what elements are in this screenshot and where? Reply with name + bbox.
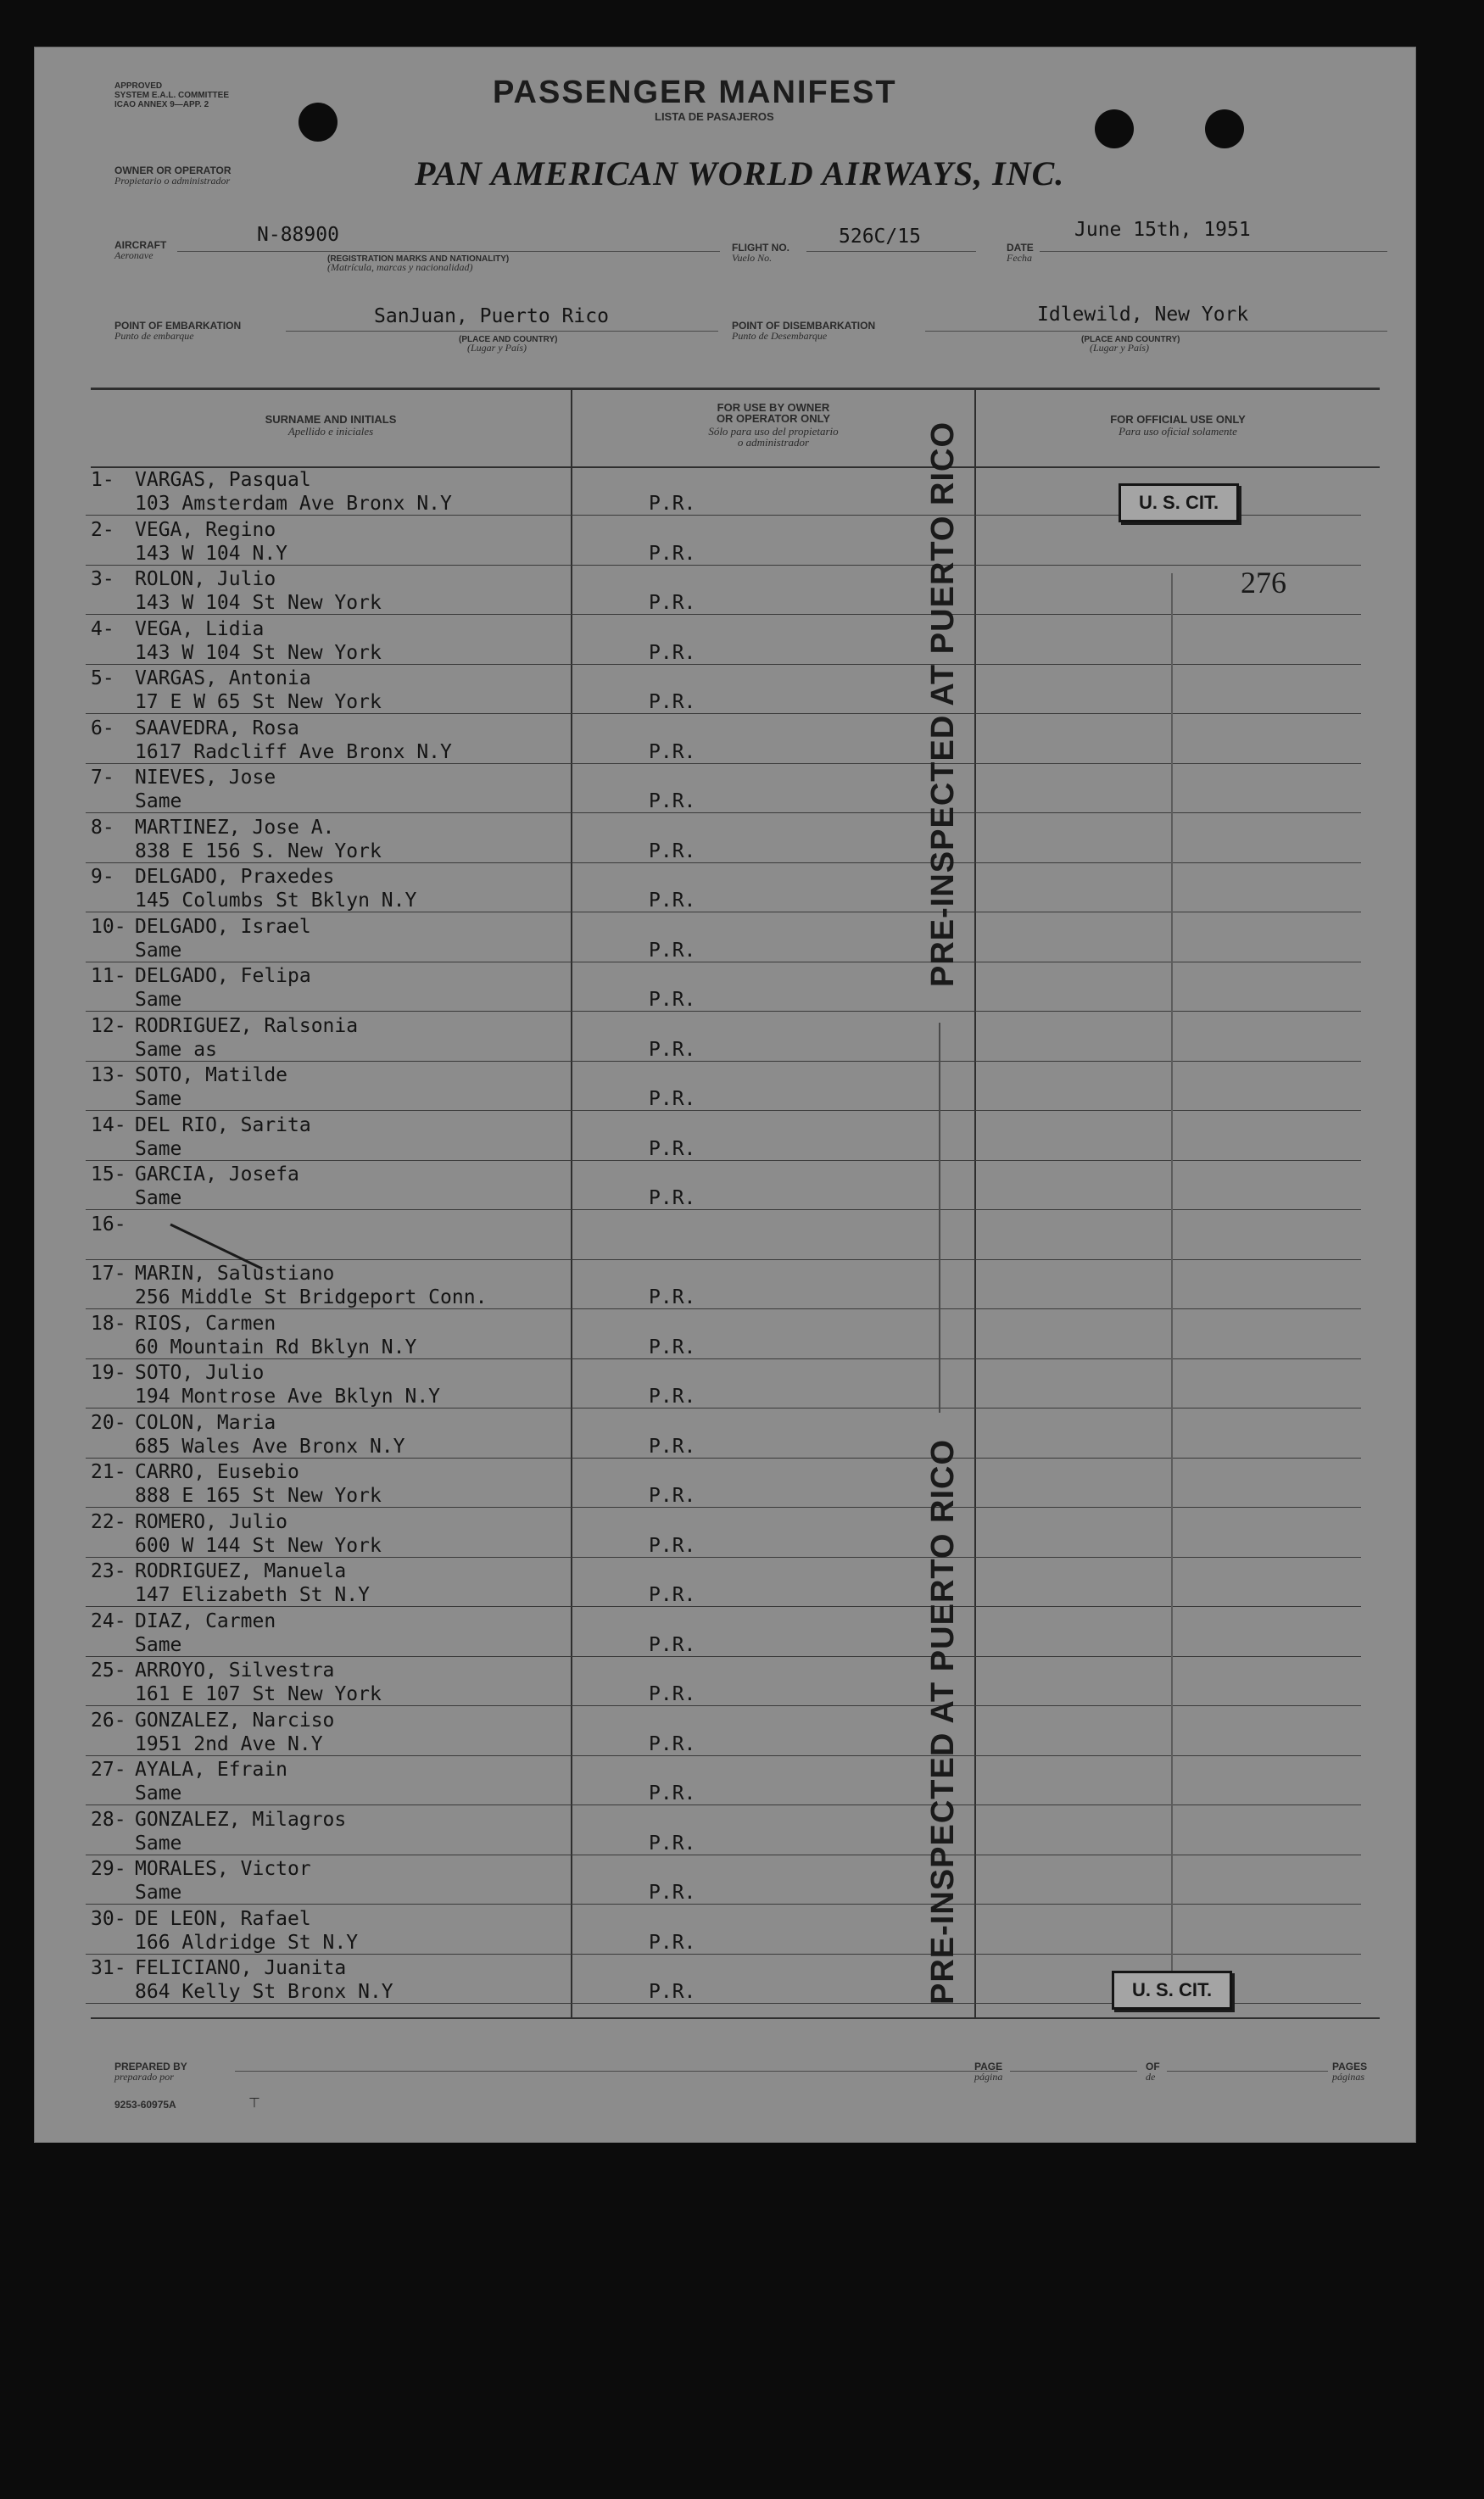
passenger-origin-code: P.R. xyxy=(649,1732,696,1755)
passenger-origin-code: P.R. xyxy=(649,1633,696,1656)
passenger-name: RIOS, Carmen xyxy=(135,1312,276,1335)
passenger-address: 143 W 104 St New York xyxy=(135,592,382,614)
of-label: OF xyxy=(1146,2061,1160,2072)
passenger-address: 864 Kelly St Bronx N.Y xyxy=(135,1981,393,2003)
passenger-origin-code: P.R. xyxy=(649,1286,696,1308)
passenger-number: 28- xyxy=(91,1808,126,1831)
passenger-origin-code: P.R. xyxy=(649,939,696,962)
row-rule xyxy=(86,1110,1361,1111)
strike-mark xyxy=(162,1218,272,1277)
table-row xyxy=(35,864,1415,914)
disembark-label: POINT OF DISEMBARKATION xyxy=(732,320,876,332)
passenger-origin-code: P.R. xyxy=(649,1386,696,1408)
passenger-number: 17- xyxy=(91,1263,126,1285)
passenger-number: 2- xyxy=(91,518,114,541)
passenger-number: 31- xyxy=(91,1957,126,1979)
row-rule xyxy=(86,1557,1361,1558)
disembark-place-note-es: (Lugar y País) xyxy=(1090,342,1149,354)
us-cit-stamp-bottom: U. S. CIT. xyxy=(1112,1971,1232,2010)
passenger-address: 17 E W 65 St New York xyxy=(135,691,382,713)
passenger-name: DELGADO, Israel xyxy=(135,915,311,938)
table-row xyxy=(35,1410,1415,1460)
passenger-name: RODRIGUEZ, Ralsonia xyxy=(135,1014,359,1037)
passenger-number: 21- xyxy=(91,1461,126,1483)
passenger-number: 12- xyxy=(91,1014,126,1037)
passenger-address: 166 Aldridge St N.Y xyxy=(135,1931,359,1954)
passenger-address: Same xyxy=(135,989,182,1011)
passenger-origin-code: P.R. xyxy=(649,989,696,1011)
page-label-es: página xyxy=(974,2071,1003,2083)
passenger-origin-code: P.R. xyxy=(649,691,696,713)
passenger-number: 14- xyxy=(91,1113,126,1136)
passenger-origin-code: P.R. xyxy=(649,1832,696,1855)
passenger-origin-code: P.R. xyxy=(649,641,696,664)
passenger-name: VEGA, Regino xyxy=(135,518,276,541)
passenger-name: SOTO, Julio xyxy=(135,1362,265,1384)
passenger-origin-code: P.R. xyxy=(649,790,696,812)
table-row xyxy=(35,1856,1415,1906)
passenger-origin-code: P.R. xyxy=(649,1981,696,2003)
table-row xyxy=(35,765,1415,815)
passenger-number: 25- xyxy=(91,1659,126,1682)
embark-place-note-es: (Lugar y País) xyxy=(467,342,527,354)
us-cit-stamp-top: U. S. CIT. xyxy=(1119,483,1239,522)
punch-hole xyxy=(1095,109,1134,148)
row-rule xyxy=(86,614,1361,615)
passenger-name: DEL RIO, Sarita xyxy=(135,1113,311,1136)
embark-place-note: (PLACE AND COUNTRY) xyxy=(459,335,558,344)
punch-hole xyxy=(298,103,338,142)
passenger-number: 30- xyxy=(91,1907,126,1930)
passenger-name: CARRO, Eusebio xyxy=(135,1461,299,1483)
flight-label: FLIGHT NO. xyxy=(732,242,789,254)
passenger-name: GONZALEZ, Narciso xyxy=(135,1709,335,1732)
table-row xyxy=(35,1757,1415,1807)
registration-note: (REGISTRATION MARKS AND NATIONALITY) xyxy=(327,254,510,264)
passenger-name: DELGADO, Praxedes xyxy=(135,866,335,888)
passenger-number: 29- xyxy=(91,1858,126,1880)
table-row xyxy=(35,517,1415,567)
passenger-origin-code: P.R. xyxy=(649,1683,696,1705)
passenger-address: 838 E 156 S. New York xyxy=(135,840,382,862)
approval-note: APPROVED SYSTEM E.A.L. COMMITTEE ICAO ANNEX 9—APP. 2 xyxy=(114,81,230,109)
row-rule xyxy=(86,1160,1361,1161)
row-rule xyxy=(86,1061,1361,1062)
passenger-number: 5- xyxy=(91,667,114,689)
passenger-name: AYALA, Efrain xyxy=(135,1759,288,1781)
passenger-name: ARROYO, Silvestra xyxy=(135,1659,335,1682)
page-label: PAGE xyxy=(974,2061,1003,2072)
passenger-name: VEGA, Lidia xyxy=(135,617,265,640)
disembark-place-note: (PLACE AND COUNTRY) xyxy=(1081,335,1180,344)
passenger-origin-code: P.R. xyxy=(649,1187,696,1209)
table-bottom-rule xyxy=(91,2017,1380,2019)
passenger-name: RODRIGUEZ, Manuela xyxy=(135,1560,347,1582)
passenger-address: 161 E 107 St New York xyxy=(135,1683,382,1705)
row-rule xyxy=(86,713,1361,714)
table-row xyxy=(35,1708,1415,1758)
of-label-es: de xyxy=(1146,2071,1156,2083)
passenger-address: 194 Montrose Ave Bklyn N.Y xyxy=(135,1386,441,1408)
row-rule xyxy=(86,862,1361,863)
passenger-number: 15- xyxy=(91,1163,126,1185)
passenger-name: DE LEON, Rafael xyxy=(135,1907,311,1930)
embark-label-es: Punto de embarque xyxy=(114,330,194,342)
table-row xyxy=(35,666,1415,716)
passenger-origin-code: P.R. xyxy=(649,890,696,912)
table-row xyxy=(35,716,1415,766)
owner-label: OWNER OR OPERATOR xyxy=(114,165,232,176)
table-row xyxy=(35,1609,1415,1659)
registration-note-es: (Matrícula, marcas y nacionalidad) xyxy=(327,261,473,273)
passenger-name: MORALES, Victor xyxy=(135,1858,311,1880)
passenger-address: 1617 Radcliff Ave Bronx N.Y xyxy=(135,740,452,763)
col-header-owner-es: Sólo para uso del propietario o administrador xyxy=(708,425,839,449)
page-title: PASSENGER MANIFEST xyxy=(493,75,897,110)
col-header-owner: FOR USE BY OWNER OR OPERATOR ONLY xyxy=(716,401,831,425)
date-value: June 15th, 1951 xyxy=(1074,219,1251,241)
passenger-origin-code: P.R. xyxy=(649,1882,696,1904)
passenger-number: 18- xyxy=(91,1312,126,1335)
official-count: 276 xyxy=(1241,566,1286,600)
passenger-name: SOTO, Matilde xyxy=(135,1064,288,1086)
date-label-es: Fecha xyxy=(1007,252,1032,264)
punch-hole xyxy=(1205,109,1244,148)
pages-label-es: páginas xyxy=(1332,2071,1365,2083)
passenger-address: 685 Wales Ave Bronx N.Y xyxy=(135,1435,405,1458)
passenger-origin-code: P.R. xyxy=(649,1038,696,1061)
passenger-name: MARTINEZ, Jose A. xyxy=(135,816,335,839)
passenger-name: NIEVES, Jose xyxy=(135,767,276,789)
passenger-number: 1- xyxy=(91,469,114,491)
flight-value: 526C/15 xyxy=(839,226,921,248)
passenger-name: COLON, Maria xyxy=(135,1411,276,1434)
pages-label: PAGES xyxy=(1332,2061,1368,2072)
passenger-number: 6- xyxy=(91,717,114,739)
row-rule xyxy=(86,1755,1361,1756)
table-row xyxy=(35,1906,1415,1956)
manifest-document xyxy=(34,47,1416,2143)
passenger-number: 3- xyxy=(91,568,114,590)
passenger-number: 11- xyxy=(91,965,126,987)
passenger-number: 24- xyxy=(91,1609,126,1632)
row-rule xyxy=(86,1259,1361,1260)
passenger-name: ROLON, Julio xyxy=(135,568,276,590)
row-rule xyxy=(86,1458,1361,1459)
passenger-name: SAAVEDRA, Rosa xyxy=(135,717,299,739)
passenger-name: VARGAS, Antonia xyxy=(135,667,311,689)
passenger-name: MARIN, Salustiano xyxy=(135,1263,335,1285)
passenger-address: Same xyxy=(135,1633,182,1656)
aircraft-value: N-88900 xyxy=(257,224,339,246)
row-rule xyxy=(86,664,1361,665)
passenger-address: 888 E 165 St New York xyxy=(135,1485,382,1507)
col-header-official-es: Para uso oficial solamente xyxy=(1119,425,1237,438)
table-row xyxy=(35,566,1415,616)
passenger-address: Same xyxy=(135,1187,182,1209)
row-rule xyxy=(86,565,1361,566)
passenger-number: 20- xyxy=(91,1411,126,1434)
row-rule xyxy=(86,1507,1361,1508)
passenger-number: 23- xyxy=(91,1560,126,1582)
passenger-name: GARCIA, Josefa xyxy=(135,1163,299,1185)
table-row xyxy=(35,914,1415,964)
passenger-address: 143 W 104 N.Y xyxy=(135,542,288,565)
passenger-address: 145 Columbs St Bklyn N.Y xyxy=(135,890,417,912)
table-row xyxy=(35,1113,1415,1163)
passenger-address: 256 Middle St Bridgeport Conn. xyxy=(135,1286,488,1308)
printer-mark-icon: ⊤ xyxy=(248,2095,260,2111)
passenger-address: Same xyxy=(135,1782,182,1805)
row-rule xyxy=(86,1656,1361,1657)
pre-inspected-stamp-1: PRE-INSPECTED AT PUERTO RICO xyxy=(925,421,961,987)
aircraft-label-es: Aeronave xyxy=(114,249,153,261)
passenger-address: Same as xyxy=(135,1038,217,1061)
col-header-surname-es: Apellido e iniciales xyxy=(287,425,374,438)
table-row xyxy=(35,1013,1415,1063)
passenger-address: Same xyxy=(135,1088,182,1110)
aircraft-label: AIRCRAFT xyxy=(114,239,167,251)
passenger-origin-code: P.R. xyxy=(649,1137,696,1160)
passenger-address: Same xyxy=(135,790,182,812)
passenger-number: 8- xyxy=(91,816,114,839)
row-rule xyxy=(86,1606,1361,1607)
passenger-number: 10- xyxy=(91,915,126,938)
passenger-origin-code: P.R. xyxy=(649,1088,696,1110)
date-label: DATE xyxy=(1007,242,1034,254)
table-row xyxy=(35,1509,1415,1559)
passenger-origin-code: P.R. xyxy=(649,493,696,515)
passenger-name: FELICIANO, Juanita xyxy=(135,1957,347,1979)
page-subtitle: LISTA DE PASAJEROS xyxy=(655,110,774,123)
passenger-address: Same xyxy=(135,1882,182,1904)
table-row xyxy=(35,1459,1415,1509)
row-rule xyxy=(86,812,1361,813)
table-top-rule xyxy=(91,388,1380,390)
passenger-origin-code: P.R. xyxy=(649,1435,696,1458)
prepared-label: PREPARED BY xyxy=(114,2061,187,2072)
table-row xyxy=(35,815,1415,865)
disembark-label-es: Punto de Desembarque xyxy=(732,330,828,342)
table-row xyxy=(35,616,1415,667)
passenger-origin-code: P.R. xyxy=(649,740,696,763)
passenger-name: DELGADO, Felipa xyxy=(135,965,311,987)
passenger-origin-code: P.R. xyxy=(649,1782,696,1805)
row-rule xyxy=(86,1954,1361,1955)
table-row xyxy=(35,1162,1415,1212)
passenger-address: Same xyxy=(135,1832,182,1855)
passenger-number: 4- xyxy=(91,617,114,640)
passenger-address: 60 Mountain Rd Bklyn N.Y xyxy=(135,1336,417,1358)
table-row xyxy=(35,1807,1415,1857)
row-rule xyxy=(86,763,1361,764)
passenger-address: 1951 2nd Ave N.Y xyxy=(135,1732,323,1755)
passenger-origin-code: P.R. xyxy=(649,542,696,565)
table-row xyxy=(35,1311,1415,1361)
row-rule xyxy=(86,1011,1361,1012)
passenger-number: 13- xyxy=(91,1064,126,1086)
passenger-origin-code: P.R. xyxy=(649,1485,696,1507)
col-header-official: FOR OFFICIAL USE ONLY xyxy=(1110,413,1246,426)
row-rule xyxy=(86,1308,1361,1309)
passenger-origin-code: P.R. xyxy=(649,1534,696,1557)
airline-name: PAN AMERICAN WORLD AIRWAYS, INC. xyxy=(415,154,1065,192)
passenger-number: 7- xyxy=(91,767,114,789)
flight-label-es: Vuelo No. xyxy=(732,252,773,264)
embark-value: SanJuan, Puerto Rico xyxy=(374,305,609,327)
official-bracket-line xyxy=(1171,573,1173,2006)
disembark-value: Idlewild, New York xyxy=(1037,304,1249,326)
passenger-address: 147 Elizabeth St N.Y xyxy=(135,1584,370,1606)
passenger-address: Same xyxy=(135,939,182,962)
table-row xyxy=(35,1063,1415,1113)
passenger-origin-code: P.R. xyxy=(649,1931,696,1954)
passenger-number: 16- xyxy=(91,1213,126,1236)
row-rule xyxy=(86,1904,1361,1905)
row-rule xyxy=(86,1358,1361,1359)
table-row xyxy=(35,963,1415,1013)
passenger-number: 27- xyxy=(91,1759,126,1781)
passenger-number: 19- xyxy=(91,1362,126,1384)
passenger-origin-code: P.R. xyxy=(649,1336,696,1358)
passenger-origin-code: P.R. xyxy=(649,840,696,862)
passenger-address: Same xyxy=(135,1137,182,1160)
passenger-name: DIAZ, Carmen xyxy=(135,1609,276,1632)
passenger-origin-code: P.R. xyxy=(649,1584,696,1606)
passenger-origin-code: P.R. xyxy=(649,592,696,614)
prepared-label-es: preparado por xyxy=(114,2071,174,2083)
form-number: 9253-60975A xyxy=(114,2099,176,2111)
embark-label: POINT OF EMBARKATION xyxy=(114,320,242,332)
row-rule xyxy=(86,1705,1361,1706)
passenger-name: GONZALEZ, Milagros xyxy=(135,1808,347,1831)
stamp-connector-line xyxy=(939,1023,940,1413)
passenger-address: 103 Amsterdam Ave Bronx N.Y xyxy=(135,493,452,515)
row-rule xyxy=(86,1209,1361,1210)
table-row xyxy=(35,1360,1415,1410)
passenger-address: 600 W 144 St New York xyxy=(135,1534,382,1557)
pre-inspected-stamp-2: PRE-INSPECTED AT PUERTO RICO xyxy=(925,1438,961,2005)
passenger-name: VARGAS, Pasqual xyxy=(135,469,311,491)
passenger-number: 9- xyxy=(91,866,114,888)
table-row xyxy=(35,1658,1415,1708)
passenger-number: 26- xyxy=(91,1709,126,1732)
table-row xyxy=(35,1559,1415,1609)
col-header-surname: SURNAME AND INITIALS xyxy=(265,413,397,426)
passenger-number: 22- xyxy=(91,1510,126,1533)
owner-label-es: Propietario o administrador xyxy=(114,175,231,187)
passenger-name: ROMERO, Julio xyxy=(135,1510,288,1533)
passenger-address: 143 W 104 St New York xyxy=(135,641,382,664)
